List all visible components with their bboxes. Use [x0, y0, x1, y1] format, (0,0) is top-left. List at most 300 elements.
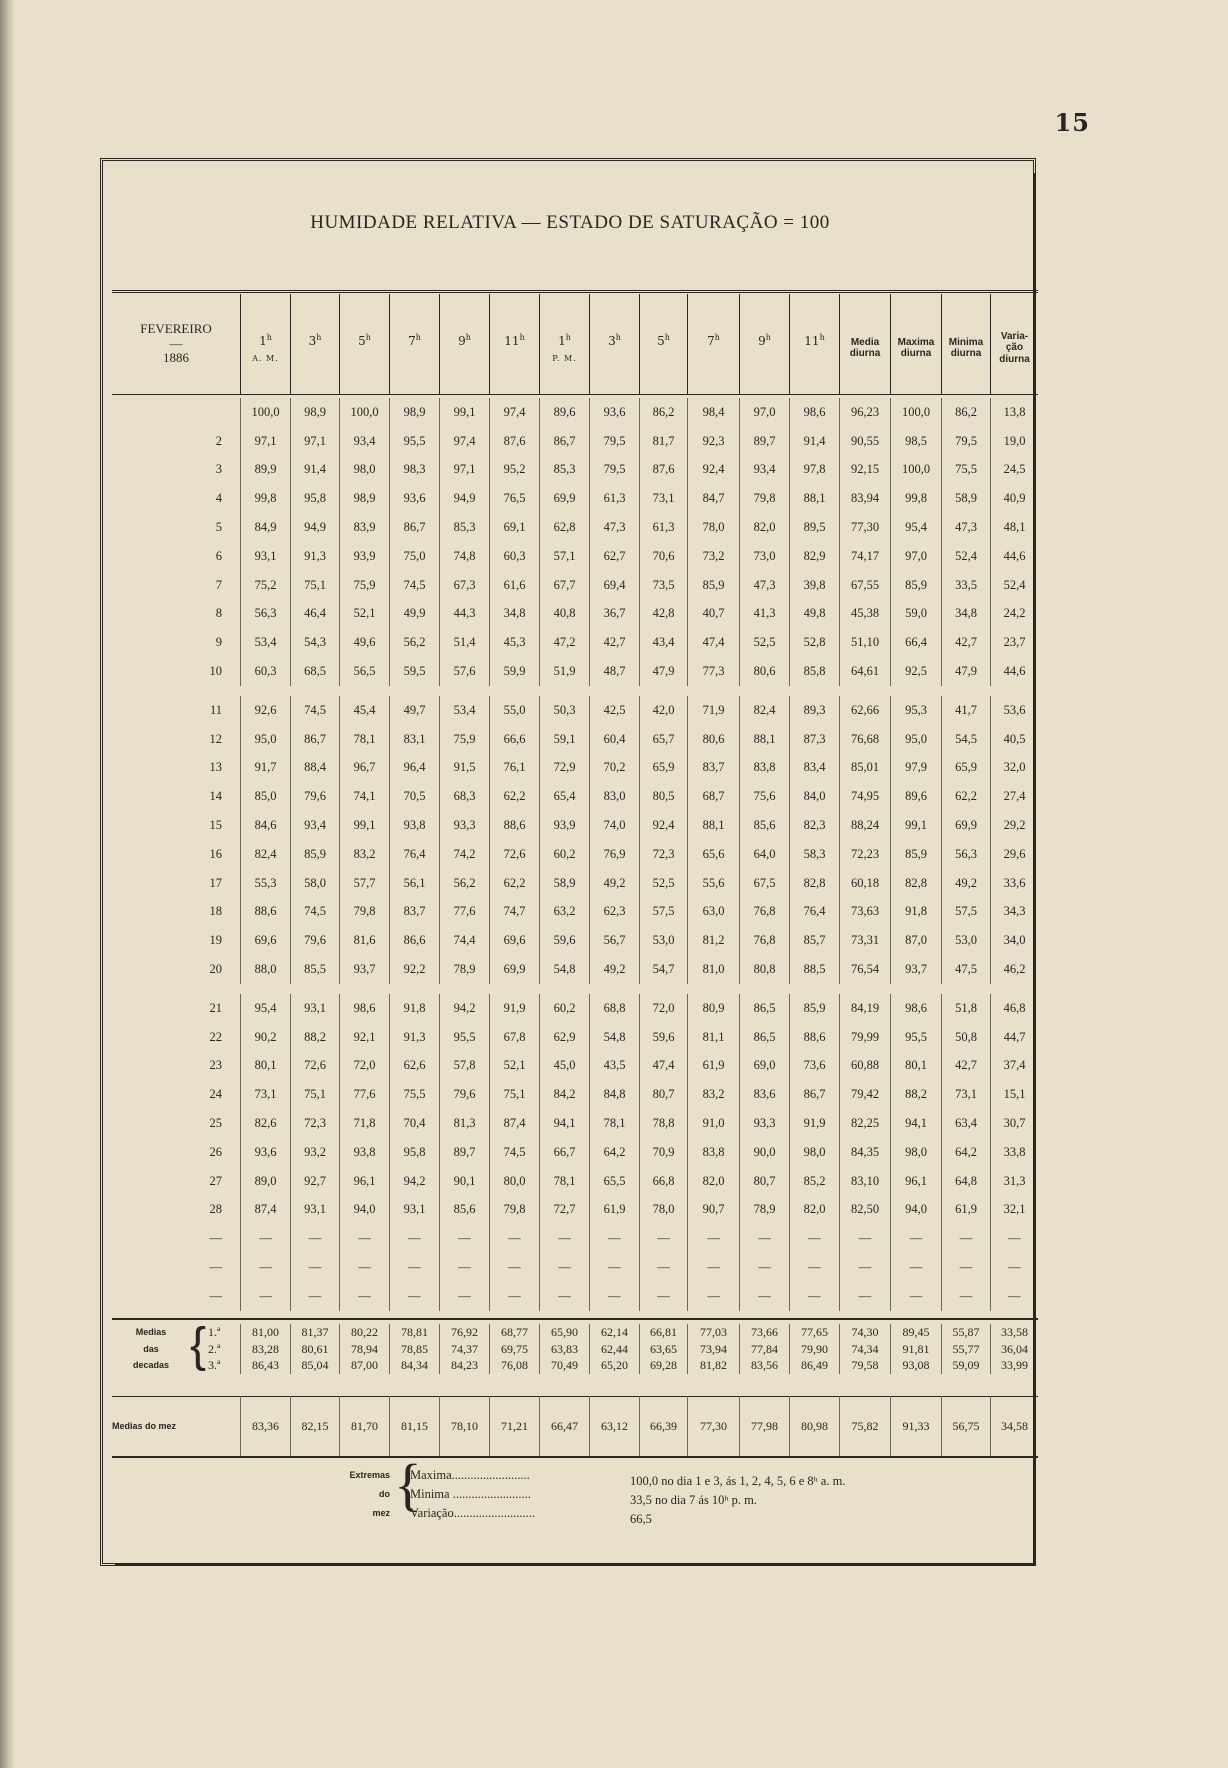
row-value: —: [489, 1224, 539, 1253]
row-value: 91,8: [890, 898, 941, 927]
header-year: 1886: [163, 350, 189, 366]
row-value: 75,9: [339, 571, 389, 600]
decade-mean-value: 79,90: [801, 1341, 828, 1356]
decade-means-column: [890, 1324, 941, 1374]
row-value: 44,6: [990, 542, 1038, 571]
row-value: —: [839, 1253, 890, 1282]
decade-means-column: [439, 1324, 489, 1374]
header-hour-period: [613, 354, 617, 363]
row-value: 94,1: [539, 1109, 589, 1138]
row-value: 86,7: [389, 513, 439, 542]
header-hour-label: 7$^h$: [707, 332, 720, 348]
row-value: 56,2: [389, 628, 439, 657]
row-value: 63,0: [687, 898, 739, 927]
row-value: 75,2: [240, 571, 290, 600]
row-value: 74,17: [839, 542, 890, 571]
row-value: 74,0: [589, 811, 639, 840]
decade-ordinal: 1.ª: [208, 1325, 221, 1339]
month-mean-value: 91,33: [890, 1396, 941, 1456]
decade-mean-value: 74,37: [451, 1341, 478, 1356]
row-value: 93,4: [339, 427, 389, 456]
row-value: 87,0: [890, 926, 941, 955]
row-value: 58,9: [539, 869, 589, 898]
row-day: 6: [215, 548, 222, 563]
row-value: —: [339, 1253, 389, 1282]
row-value: 86,5: [739, 1023, 789, 1052]
row-day: 16: [209, 846, 222, 861]
row-value: 34,0: [990, 926, 1038, 955]
decade-means-column: [489, 1324, 539, 1374]
row-value: 65,4: [539, 782, 589, 811]
decade-mean-value: 87,00: [351, 1358, 378, 1372]
row-value: 98,4: [687, 398, 739, 427]
row-value: 71,8: [339, 1109, 389, 1138]
row-value: 89,6: [890, 782, 941, 811]
row-value: 79,99: [839, 1023, 890, 1052]
row-value: 81,0: [687, 955, 739, 984]
header-media: Media diurna: [839, 294, 890, 394]
row-value: 59,1: [539, 725, 589, 754]
row-value: 62,66: [839, 696, 890, 725]
header-month-year: [112, 294, 240, 394]
row-value: 24,2: [990, 600, 1038, 629]
extremes-key: Maxima.........................: [410, 1468, 530, 1482]
row-value: 75,1: [290, 1080, 339, 1109]
decade-means-word: Medias: [135, 1327, 167, 1337]
row-value: 50,8: [941, 1023, 990, 1052]
decade-mean-value: 78,94: [351, 1341, 378, 1356]
row-value: 79,42: [839, 1080, 890, 1109]
header-hour-label: 7$^h$: [408, 332, 421, 348]
table-row: [112, 1282, 1038, 1311]
page-number: 15: [1054, 108, 1090, 137]
row-value: 94,0: [890, 1196, 941, 1225]
decade-means-column: [389, 1324, 439, 1374]
row-value: 84,19: [839, 994, 890, 1023]
row-value: 93,6: [240, 1138, 290, 1167]
row-value: 81,2: [687, 926, 739, 955]
row-value: 72,0: [339, 1052, 389, 1081]
row-value: —: [290, 1282, 339, 1311]
decade-mean-value: 86,43: [252, 1358, 279, 1372]
row-value: 88,5: [789, 955, 839, 984]
row-value: 68,7: [687, 782, 739, 811]
row-value: 52,5: [739, 628, 789, 657]
row-value: 56,7: [589, 926, 639, 955]
row-value: 93,8: [389, 811, 439, 840]
decade-mean-value: 65,90: [551, 1325, 578, 1339]
row-value: 78,9: [739, 1196, 789, 1225]
decade-means-rule: [112, 1318, 1038, 1320]
row-value: 93,8: [339, 1138, 389, 1167]
row-value: 61,6: [489, 571, 539, 600]
decade-mean-value: 84,34: [401, 1358, 428, 1372]
row-value: 79,8: [739, 484, 789, 513]
row-value: 88,6: [489, 811, 539, 840]
row-value: 33,5: [941, 571, 990, 600]
row-value: 96,4: [389, 754, 439, 783]
row-value: —: [589, 1224, 639, 1253]
decade-mean-value: 65,20: [601, 1358, 628, 1372]
row-value: 99,8: [890, 484, 941, 513]
row-value: 59,0: [890, 600, 941, 629]
month-mean-value: 66,47: [539, 1396, 589, 1456]
extremes-word: Extremas: [349, 1470, 390, 1480]
row-value: 69,0: [739, 1052, 789, 1081]
row-value: —: [539, 1282, 589, 1311]
row-value: 54,8: [589, 1023, 639, 1052]
row-value: 59,6: [539, 926, 589, 955]
row-value: 70,6: [639, 542, 687, 571]
row-value: 51,4: [439, 628, 489, 657]
row-value: 93,2: [290, 1138, 339, 1167]
row-value: 34,8: [941, 600, 990, 629]
row-value: 40,9: [990, 484, 1038, 513]
row-value: 85,9: [687, 571, 739, 600]
row-value: 85,6: [739, 811, 789, 840]
row-value: 29,6: [990, 840, 1038, 869]
row-value: 89,6: [539, 398, 589, 427]
decade-means-word: das: [143, 1343, 159, 1354]
decade-mean-value: 77,03: [700, 1325, 727, 1339]
row-value: 40,7: [687, 600, 739, 629]
row-value: —: [339, 1282, 389, 1311]
extremes-item: [410, 1466, 1010, 1488]
row-value: 87,3: [789, 725, 839, 754]
table-row: [112, 926, 1038, 955]
row-value: —: [789, 1253, 839, 1282]
decade-mean-value: 84,23: [451, 1358, 478, 1372]
row-day: 28: [209, 1202, 222, 1217]
month-mean-value: 80,98: [789, 1396, 839, 1456]
row-value: 81,1: [687, 1023, 739, 1052]
row-value: 60,4: [589, 725, 639, 754]
table-row: [112, 628, 1038, 657]
row-value: 91,4: [290, 456, 339, 485]
row-value: 73,63: [839, 898, 890, 927]
row-value: 15,1: [990, 1080, 1038, 1109]
row-value: 75,1: [489, 1080, 539, 1109]
row-value: 79,5: [589, 427, 639, 456]
row-value: 95,8: [389, 1138, 439, 1167]
row-value: 95,5: [439, 1023, 489, 1052]
row-value: 98,9: [290, 398, 339, 427]
decade-mean-value: 86,49: [801, 1358, 828, 1372]
row-value: 29,2: [990, 811, 1038, 840]
row-value: 60,88: [839, 1052, 890, 1081]
decade-means-column: [687, 1324, 739, 1374]
row-value: 82,0: [739, 513, 789, 542]
table-row: [112, 869, 1038, 898]
decade-mean-value: 91,81: [902, 1341, 930, 1356]
row-value: 33,6: [990, 869, 1038, 898]
row-value: 92,1: [339, 1023, 389, 1052]
header-hour-period: A. M.: [252, 354, 279, 364]
row-value: 99,1: [439, 398, 489, 427]
row-value: 98,6: [789, 398, 839, 427]
row-value: 93,4: [739, 456, 789, 485]
decade-mean-value: 63,65: [650, 1341, 677, 1356]
row-value: 84,0: [789, 782, 839, 811]
row-value: —: [240, 1282, 290, 1311]
header-hour: [389, 294, 439, 394]
row-value: 83,10: [839, 1167, 890, 1196]
header-rule: [112, 394, 1038, 395]
header-hour: [539, 294, 589, 394]
decade-mean-value: 78,81: [401, 1325, 428, 1339]
decade-means-word: decadas: [132, 1360, 170, 1370]
row-value: 49,7: [389, 696, 439, 725]
row-value: 47,9: [941, 657, 990, 686]
row-value: —: [439, 1282, 489, 1311]
row-value: —: [389, 1282, 439, 1311]
row-value: 95,3: [890, 696, 941, 725]
month-mean-value: 83,36: [240, 1396, 290, 1456]
row-value: 67,8: [489, 1023, 539, 1052]
row-value: 61,9: [687, 1052, 739, 1081]
decade-means-column: [339, 1324, 389, 1374]
decade-mean-value: 89,45: [902, 1325, 930, 1339]
month-means-label: Medias do mez: [112, 1421, 177, 1431]
header-maxima: Maxima diurna: [890, 294, 941, 394]
row-value: 79,6: [439, 1080, 489, 1109]
row-value: 57,5: [639, 898, 687, 927]
row-value: 80,1: [890, 1052, 941, 1081]
table-row: [112, 1253, 1038, 1282]
row-value: 74,1: [339, 782, 389, 811]
row-value: 98,0: [890, 1138, 941, 1167]
decade-mean-value: 69,28: [650, 1358, 677, 1372]
decade-means-label: [112, 1319, 240, 1374]
decade-mean-value: 70,49: [551, 1358, 578, 1372]
row-value: 60,3: [240, 657, 290, 686]
row-value: 86,5: [739, 994, 789, 1023]
table-row: [112, 484, 1038, 513]
table-row: [112, 725, 1038, 754]
row-value: 92,4: [639, 811, 687, 840]
row-value: 82,4: [240, 840, 290, 869]
row-value: 83,7: [389, 898, 439, 927]
row-value: 55,3: [240, 869, 290, 898]
row-value: —: [639, 1282, 687, 1311]
row-value: —: [439, 1253, 489, 1282]
row-value: 69,1: [489, 513, 539, 542]
row-value: 66,6: [489, 725, 539, 754]
table-row: [112, 657, 1038, 686]
row-value: 46,2: [990, 955, 1038, 984]
row-value: 93,3: [439, 811, 489, 840]
header-hour-period: P. M.: [552, 354, 577, 364]
row-value: 49,9: [389, 600, 439, 629]
row-value: 97,1: [240, 427, 290, 456]
row-value: 68,8: [589, 994, 639, 1023]
row-value: 98,9: [389, 398, 439, 427]
table-row: [112, 571, 1038, 600]
decade-mean-value: 93,08: [902, 1358, 930, 1372]
row-value: 98,6: [890, 994, 941, 1023]
row-value: 34,8: [489, 600, 539, 629]
row-value: 97,0: [739, 398, 789, 427]
row-value: 53,0: [941, 926, 990, 955]
decade-mean-value: 83,28: [252, 1341, 279, 1356]
row-value: 88,2: [890, 1080, 941, 1109]
row-value: 78,8: [639, 1109, 687, 1138]
row-value: 70,9: [639, 1138, 687, 1167]
row-value: 63,4: [941, 1109, 990, 1138]
table-row: [112, 427, 1038, 456]
row-value: 19,0: [990, 427, 1038, 456]
row-value: 23,7: [990, 628, 1038, 657]
row-value: 64,2: [589, 1138, 639, 1167]
row-value: 61,3: [589, 484, 639, 513]
header-hour-label: 11$^h$: [804, 332, 825, 348]
row-value: —: [990, 1253, 1038, 1282]
row-value: 77,6: [439, 898, 489, 927]
row-day: 9: [215, 635, 222, 650]
row-value: 65,5: [589, 1167, 639, 1196]
decade-mean-value: 73,94: [700, 1341, 727, 1356]
row-value: 66,7: [539, 1138, 589, 1167]
row-value: 95,0: [890, 725, 941, 754]
row-value: 36,7: [589, 600, 639, 629]
row-value: —: [539, 1253, 589, 1282]
row-value: 62,3: [589, 898, 639, 927]
header-hour-label: 9$^h$: [458, 332, 471, 348]
header-hour: [739, 294, 789, 394]
table-row: [112, 782, 1038, 811]
month-mean-value: 75,82: [839, 1396, 890, 1456]
row-value: 49,2: [589, 869, 639, 898]
row-value: 79,5: [589, 456, 639, 485]
row-value: 98,6: [339, 994, 389, 1023]
row-value: 53,4: [240, 628, 290, 657]
row-value: 85,3: [539, 456, 589, 485]
row-value: 95,8: [290, 484, 339, 513]
header-hour-period: [513, 354, 517, 363]
row-value: 83,8: [687, 1138, 739, 1167]
row-value: 94,9: [439, 484, 489, 513]
row-value: —: [687, 1282, 739, 1311]
decade-mean-value: 62,44: [601, 1341, 628, 1356]
row-value: 76,68: [839, 725, 890, 754]
row-value: 86,2: [941, 398, 990, 427]
row-value: 69,9: [539, 484, 589, 513]
header-minima: Minima diurna: [941, 294, 990, 394]
month-mean-value: 71,21: [489, 1396, 539, 1456]
month-mean-value: 63,12: [589, 1396, 639, 1456]
row-value: —: [240, 1253, 290, 1282]
row-value: 52,4: [990, 571, 1038, 600]
row-value: 93,1: [240, 542, 290, 571]
row-value: 80,7: [639, 1080, 687, 1109]
row-value: 82,0: [687, 1167, 739, 1196]
row-value: 42,5: [589, 696, 639, 725]
table-row: [112, 754, 1038, 783]
row-value: 13,8: [990, 398, 1038, 427]
row-value: —: [890, 1282, 941, 1311]
row-value: 51,8: [941, 994, 990, 1023]
decade-mean-value: 63,83: [551, 1341, 578, 1356]
row-day: 18: [209, 904, 222, 919]
row-value: 51,9: [539, 657, 589, 686]
row-value: 81,3: [439, 1109, 489, 1138]
header-hour-period: [363, 354, 367, 363]
row-value: 46,8: [990, 994, 1038, 1023]
row-day: 22: [209, 1029, 222, 1044]
row-value: 79,6: [290, 782, 339, 811]
row-value: 93,1: [290, 994, 339, 1023]
row-value: 44,6: [990, 657, 1038, 686]
row-value: 98,3: [389, 456, 439, 485]
row-value: 45,4: [339, 696, 389, 725]
row-value: 76,9: [589, 840, 639, 869]
extremes-value: 33,5 no dia 7 ás 10ʰ p. m.: [630, 1493, 757, 1507]
extremes-label: [300, 1466, 390, 1523]
row-value: 62,6: [389, 1052, 439, 1081]
row-value: 57,7: [339, 869, 389, 898]
row-value: 31,3: [990, 1167, 1038, 1196]
row-value: —: [589, 1282, 639, 1311]
row-value: 72,6: [489, 840, 539, 869]
row-value: 83,2: [339, 840, 389, 869]
row-value: 49,8: [789, 600, 839, 629]
header-hour-period: [463, 354, 467, 363]
row-value: 62,2: [941, 782, 990, 811]
row-value: 59,6: [639, 1023, 687, 1052]
decade-mean-value: 80,61: [301, 1341, 329, 1356]
row-value: 47,3: [739, 571, 789, 600]
row-value: 98,0: [789, 1138, 839, 1167]
decade-means-column: [589, 1324, 639, 1374]
decade-means-column: [839, 1324, 890, 1374]
row-day: 7: [215, 577, 222, 592]
row-value: 86,2: [639, 398, 687, 427]
row-value: 43,4: [639, 628, 687, 657]
row-value: 98,9: [339, 484, 389, 513]
row-value: 94,9: [290, 513, 339, 542]
header-hour: [589, 294, 639, 394]
row-value: 85,9: [789, 994, 839, 1023]
row-value: 82,3: [789, 811, 839, 840]
title-rule: [112, 290, 1038, 293]
row-value: 67,7: [539, 571, 589, 600]
row-value: 47,4: [639, 1052, 687, 1081]
table-row: [112, 898, 1038, 927]
table-row: [112, 696, 1038, 725]
row-value: 48,1: [990, 513, 1038, 542]
row-value: 44,3: [439, 600, 489, 629]
header-hour-period: [763, 354, 767, 363]
decade-mean-value: 77,84: [751, 1341, 778, 1356]
row-value: 65,7: [639, 725, 687, 754]
row-value: —: [539, 1224, 589, 1253]
row-value: 89,7: [439, 1138, 489, 1167]
row-value: 85,2: [789, 1167, 839, 1196]
row-value: —: [639, 1253, 687, 1282]
row-value: 89,3: [789, 696, 839, 725]
decade-mean-value: 81,82: [700, 1358, 727, 1372]
row-value: 95,4: [240, 994, 290, 1023]
row-value: 80,5: [639, 782, 687, 811]
table-row: [112, 542, 1038, 571]
extremes-brace: {: [394, 1452, 422, 1517]
row-value: 92,6: [240, 696, 290, 725]
row-value: 62,8: [539, 513, 589, 542]
row-value: 93,7: [339, 955, 389, 984]
row-value: 62,7: [589, 542, 639, 571]
header-variacao: Varia- ção diurna: [990, 294, 1038, 394]
row-value: 42,7: [941, 628, 990, 657]
